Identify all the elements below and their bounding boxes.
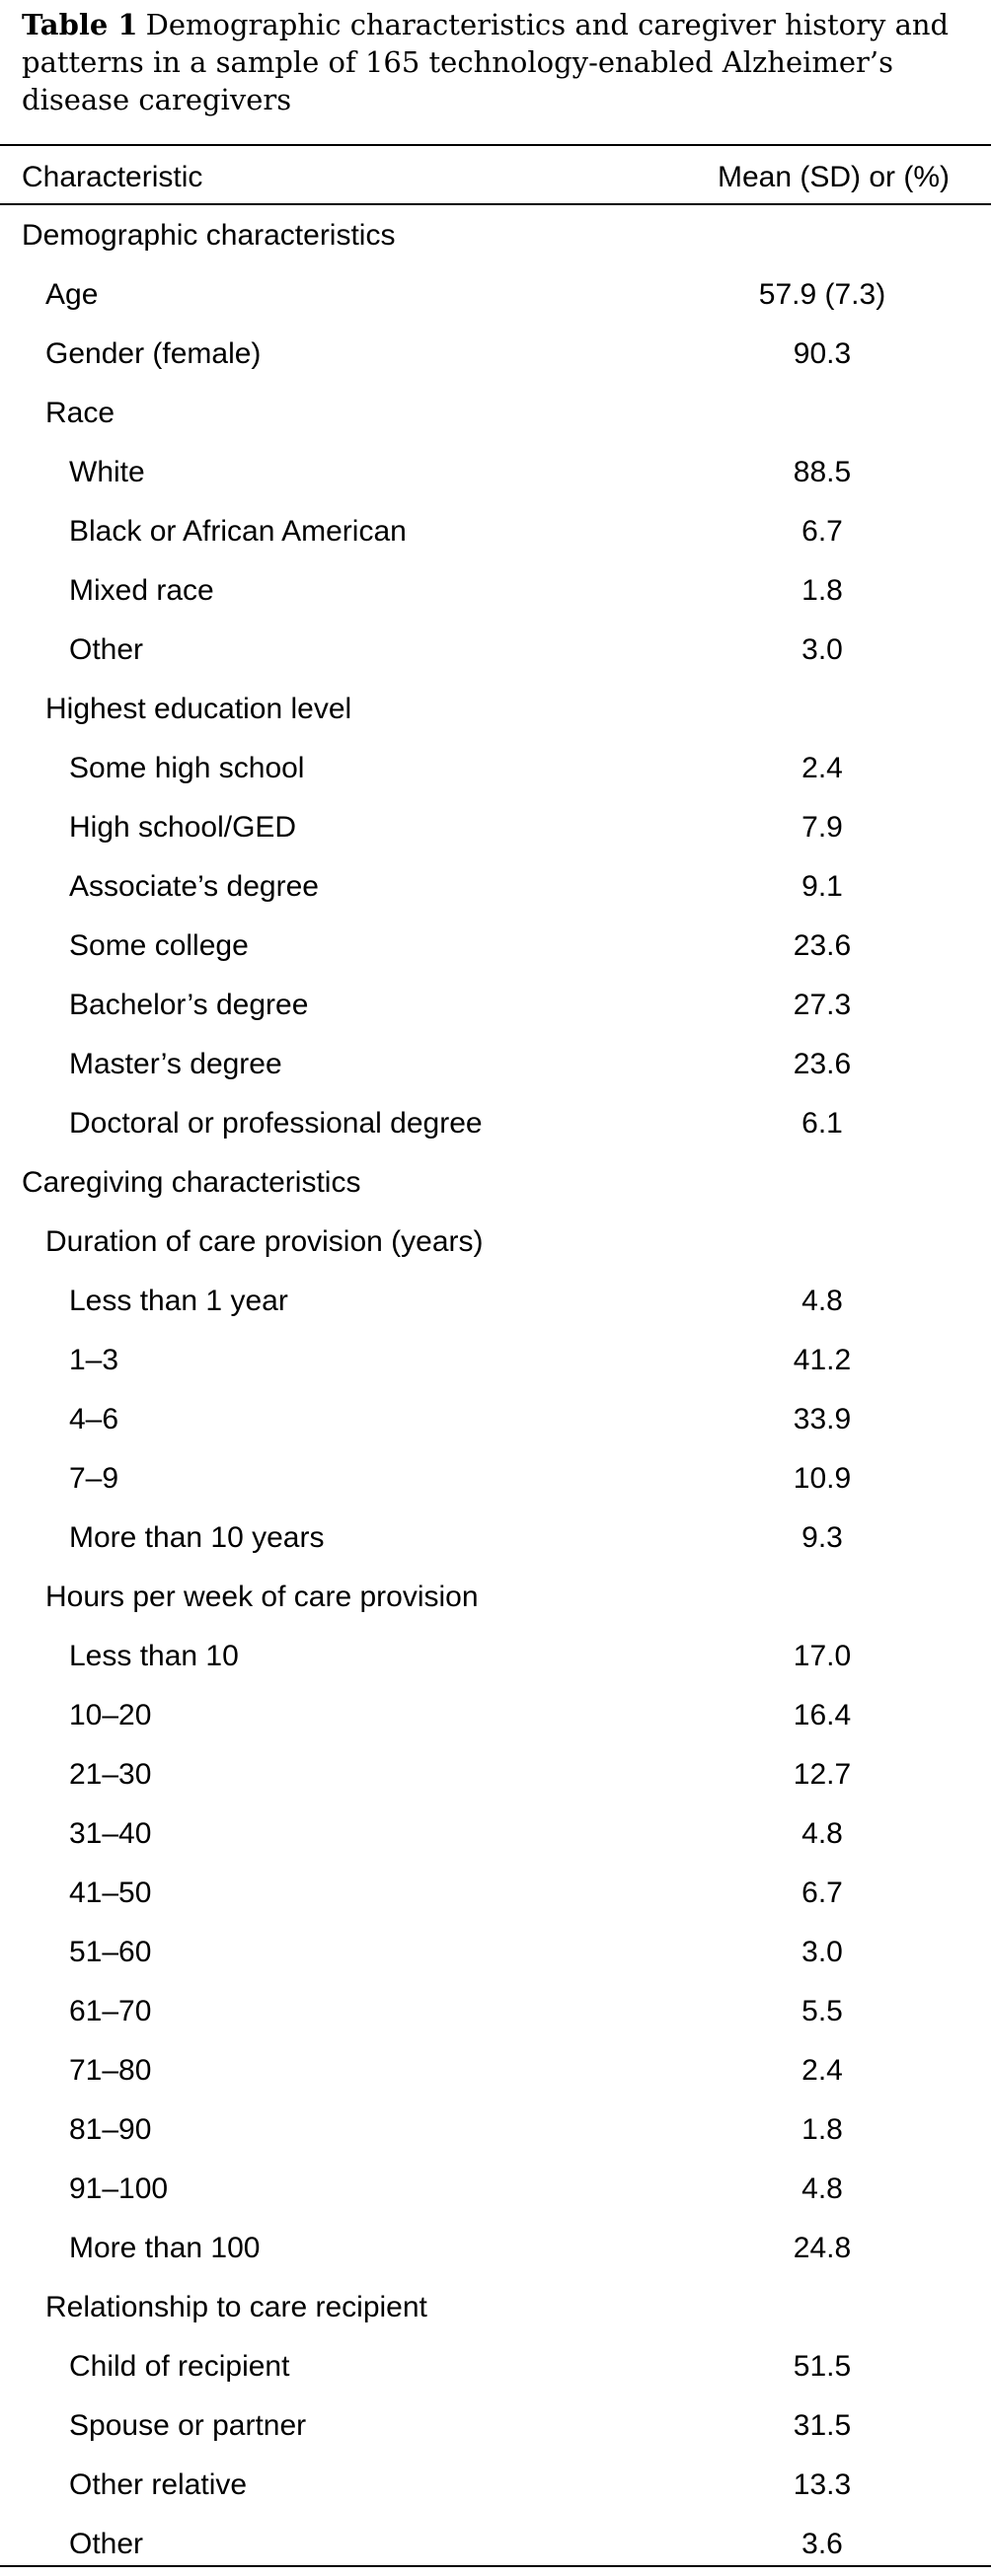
- row-label: More than 10 years: [69, 1521, 325, 1554]
- table-row: [0, 2455, 991, 2514]
- row-value: 1.8: [801, 2113, 843, 2146]
- table-row: [0, 2395, 991, 2455]
- table-caption-label: Table 1: [22, 8, 138, 41]
- table-row: [0, 1803, 991, 1863]
- row-value: 51.5: [793, 2350, 852, 2383]
- row-label: 31–40: [69, 1817, 152, 1850]
- table-row: [0, 2336, 991, 2395]
- row-label: Caregiving characteristics: [22, 1166, 361, 1199]
- table-row: [0, 620, 991, 679]
- row-label: Age: [45, 278, 99, 311]
- subsection-row-hours: [0, 1567, 991, 1626]
- row-label: 41–50: [69, 1877, 152, 1909]
- table-row: [0, 1922, 991, 1981]
- row-value: 9.1: [801, 870, 843, 903]
- subsection-row-duration: [0, 1212, 991, 1271]
- table-row: [0, 2218, 991, 2277]
- table-row: [0, 1744, 991, 1803]
- row-value: 4.8: [801, 1817, 843, 1850]
- row-label: 71–80: [69, 2054, 152, 2087]
- row-value: 5.5: [801, 1995, 843, 2027]
- table-row: [0, 975, 991, 1034]
- row-label: Less than 1 year: [69, 1285, 288, 1317]
- row-value: 90.3: [793, 337, 852, 370]
- row-value: 17.0: [793, 1640, 852, 1672]
- table-header-row: [0, 147, 991, 206]
- row-label: Black or African American: [69, 515, 407, 548]
- row-value: 1.8: [801, 574, 843, 607]
- table-row: [0, 2099, 991, 2159]
- row-label: Relationship to care recipient: [45, 2291, 427, 2323]
- table-row: [0, 1685, 991, 1744]
- subsection-row-education: [0, 679, 991, 738]
- table-row: [0, 856, 991, 916]
- row-label: Less than 10: [69, 1640, 239, 1672]
- table-row: [0, 1863, 991, 1922]
- table-row: [0, 264, 991, 324]
- row-label: 81–90: [69, 2113, 152, 2146]
- row-value: 24.8: [793, 2232, 852, 2264]
- table-row: [0, 1093, 991, 1152]
- row-label: Some college: [69, 929, 249, 962]
- row-label: 4–6: [69, 1403, 119, 1435]
- table-row: [0, 1034, 991, 1093]
- row-value: 3.6: [801, 2528, 843, 2560]
- row-label: Other relative: [69, 2468, 248, 2501]
- row-label: Some high school: [69, 752, 305, 784]
- table-row: [0, 1981, 991, 2040]
- table-caption-text: Demographic characteristics and caregiver history and patterns in a sample of 165 technology-enabled Alzheimer’s disease caregivers: [22, 8, 950, 116]
- header-mean-sd: Mean (SD) or (%): [717, 161, 950, 193]
- row-label: Mixed race: [69, 574, 214, 607]
- row-value: 31.5: [793, 2409, 852, 2442]
- table-row: [0, 797, 991, 856]
- row-label: Doctoral or professional degree: [69, 1107, 483, 1140]
- table-row: [0, 324, 991, 383]
- table-row: [0, 560, 991, 620]
- table-row: [0, 2159, 991, 2218]
- row-label: 61–70: [69, 1995, 152, 2027]
- row-label: Highest education level: [45, 693, 352, 725]
- row-value: 2.4: [801, 2054, 843, 2087]
- row-value: 6.1: [801, 1107, 843, 1140]
- row-value: 10.9: [793, 1462, 852, 1495]
- row-label: Associate’s degree: [69, 870, 319, 903]
- table-row: [0, 738, 991, 797]
- table-row: [0, 2040, 991, 2099]
- row-label: Demographic characteristics: [22, 219, 396, 252]
- row-label: Other: [69, 2528, 144, 2560]
- table-row: [0, 1448, 991, 1508]
- header-characteristic: Characteristic: [22, 161, 203, 193]
- row-value: 16.4: [793, 1699, 852, 1731]
- table-row: [0, 1626, 991, 1685]
- top-rule: [0, 144, 991, 146]
- table-row: [0, 501, 991, 560]
- subsection-row-race: [0, 383, 991, 442]
- row-label: Gender (female): [45, 337, 262, 370]
- row-value: 3.0: [801, 633, 843, 666]
- row-value: 6.7: [801, 515, 843, 548]
- row-value: 57.9 (7.3): [758, 278, 886, 311]
- row-value: 2.4: [801, 752, 843, 784]
- row-label: Other: [69, 633, 144, 666]
- row-label: White: [69, 456, 145, 488]
- row-label: Spouse or partner: [69, 2409, 307, 2442]
- row-value: 41.2: [793, 1344, 852, 1376]
- row-label: 1–3: [69, 1344, 119, 1376]
- row-value: 13.3: [793, 2468, 852, 2501]
- row-value: 33.9: [793, 1403, 852, 1435]
- table-row: [0, 1271, 991, 1330]
- row-value: 9.3: [801, 1521, 843, 1554]
- row-label: Duration of care provision (years): [45, 1225, 484, 1258]
- row-label: 51–60: [69, 1936, 152, 1968]
- row-label: 10–20: [69, 1699, 152, 1731]
- table-row: [0, 1330, 991, 1389]
- row-value: 88.5: [793, 456, 852, 488]
- row-value: 23.6: [793, 929, 852, 962]
- table-row: [0, 1389, 991, 1448]
- table-row: [0, 442, 991, 501]
- row-label: 7–9: [69, 1462, 119, 1495]
- row-value: 23.6: [793, 1048, 852, 1080]
- section-row-caregiving: [0, 1152, 991, 1212]
- row-value: 12.7: [793, 1758, 852, 1791]
- bottom-rule: [0, 2565, 991, 2567]
- row-value: 6.7: [801, 1877, 843, 1909]
- table-caption: [22, 6, 969, 118]
- row-value: 27.3: [793, 989, 852, 1021]
- row-label: More than 100: [69, 2232, 261, 2264]
- row-label: Hours per week of care provision: [45, 1581, 479, 1613]
- section-row-demographic: [0, 205, 991, 264]
- row-value: 4.8: [801, 2172, 843, 2205]
- table-row: [0, 2514, 991, 2573]
- row-value: 7.9: [801, 811, 843, 844]
- row-label: Child of recipient: [69, 2350, 290, 2383]
- row-label: 91–100: [69, 2172, 169, 2205]
- row-label: 21–30: [69, 1758, 152, 1791]
- row-value: 4.8: [801, 1285, 843, 1317]
- row-label: Master’s degree: [69, 1048, 282, 1080]
- row-label: Race: [45, 397, 115, 429]
- row-label: High school/GED: [69, 811, 297, 844]
- table-row: [0, 916, 991, 975]
- subsection-row-relationship: [0, 2277, 991, 2336]
- table-row: [0, 1508, 991, 1567]
- row-value: 3.0: [801, 1936, 843, 1968]
- row-label: Bachelor’s degree: [69, 989, 309, 1021]
